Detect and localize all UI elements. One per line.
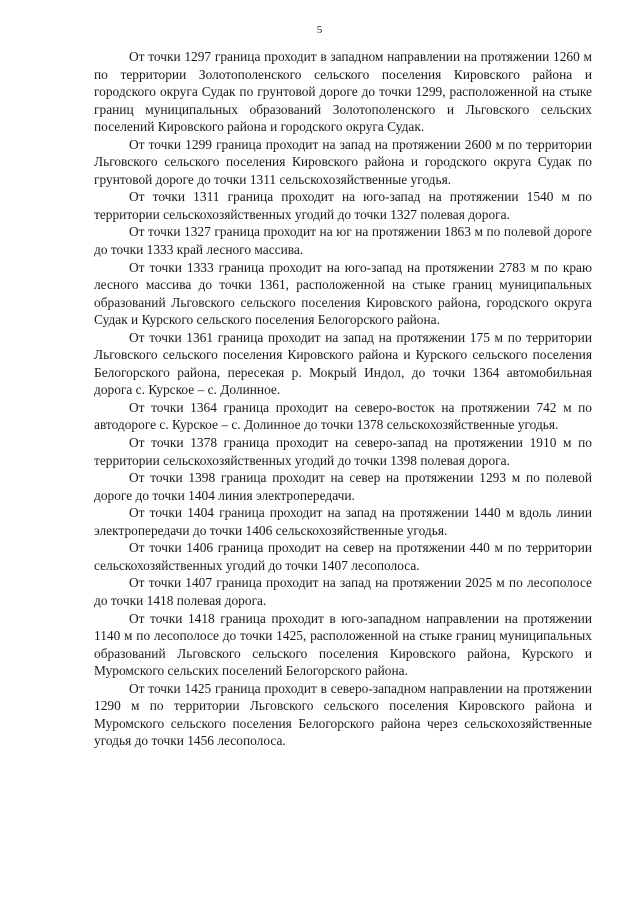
paragraph-11: От точки 1406 граница проходит на север на протяжении 440 м по территории сельскохозяйственных угодий до точки 1407 лесополоса. [94, 540, 592, 573]
paragraph-10: От точки 1404 граница проходит на запад на протяжении 1440 м вдоль линии электропередачи до точки 1406 сельскохозяйственные угодья. [94, 505, 592, 538]
paragraph-3: От точки 1311 граница проходит на юго-запад на протяжении 1540 м по территории сельскохозяйственных угодий до точки 1327 полевая дорога. [94, 189, 592, 222]
paragraph-4: От точки 1327 граница проходит на юг на протяжении 1863 м по полевой дороге до точки 1333 край лесного массива. [94, 224, 592, 258]
paragraph-1: От точки 1297 граница проходит в западном направлении на протяжении 1260 м по территории Золотополенского сельского поселения Кировского района и городского округа Судак по грунтовой дороге до точки 1299, расположенной на стыке границ муниципальных образований Золотополенского и Льговского сельских поселений Кировского района и городского округа Судак. [94, 49, 592, 135]
document-body [94, 48, 592, 750]
paragraph-8: От точки 1378 граница проходит на северо-запад на протяжении 1910 м по территории сельскохозяйственных угодий до точки 1398 полевая дорога. [94, 435, 592, 468]
paragraph-12: От точки 1407 граница проходит на запад на протяжении 2025 м по лесополосе до точки 1418 полевая дорога. [94, 575, 592, 608]
paragraph-9: От точки 1398 граница проходит на север на протяжении 1293 м по полевой дороге до точки 1404 линия электропередачи. [94, 470, 592, 503]
paragraph-14: От точки 1425 граница проходит в северо-западном направлении на протяжении 1290 м по территории Льговского сельского поселения Кировского района и Муромского сельского поселения Белогорского района через сельскохозяйственные угодья до точки 1456 лесополоса. [94, 680, 592, 749]
paragraph-7: От точки 1364 граница проходит на северо-восток на протяжении 742 м по автодороге с. Курское – с. Долинное до точки 1378 сельскохозяйственные угодья. [94, 399, 592, 433]
paragraph-6: От точки 1361 граница проходит на запад на протяжении 175 м по территории Льговского сельского поселения Кировского района и Курского сельского поселения Белогорского района, пересекая р. Мокрый Индол, до точки 1364 автомобильная дорога с. Курское – с. Долинное. [94, 329, 592, 398]
paragraph-13: От точки 1418 граница проходит в юго-западном направлении на протяжении 1140 м по лесополосе до точки 1425, расположенной на стыке границ муниципальных образований Льговского сельского поселения Кировского района, Курского и Муромского сельских поселений Белогорского района. [94, 610, 592, 679]
paragraph-5: От точки 1333 граница проходит на юго-запад на протяжении 2783 м по краю лесного массива до точки 1361, расположенной на стыке границ муниципальных образований Льговского сельского поселения Кировского района, городского округа Судак и Курского сельского поселения Белогорского района. [94, 259, 592, 328]
page-number: 5 [316, 24, 323, 36]
paragraph-2: От точки 1299 граница проходит на запад на протяжении 2600 м по территории Льговского сельского поселения Кировского района и городского округа Судак по грунтовой дороге до точки 1311 сельскохозяйственные угодья. [94, 136, 592, 187]
